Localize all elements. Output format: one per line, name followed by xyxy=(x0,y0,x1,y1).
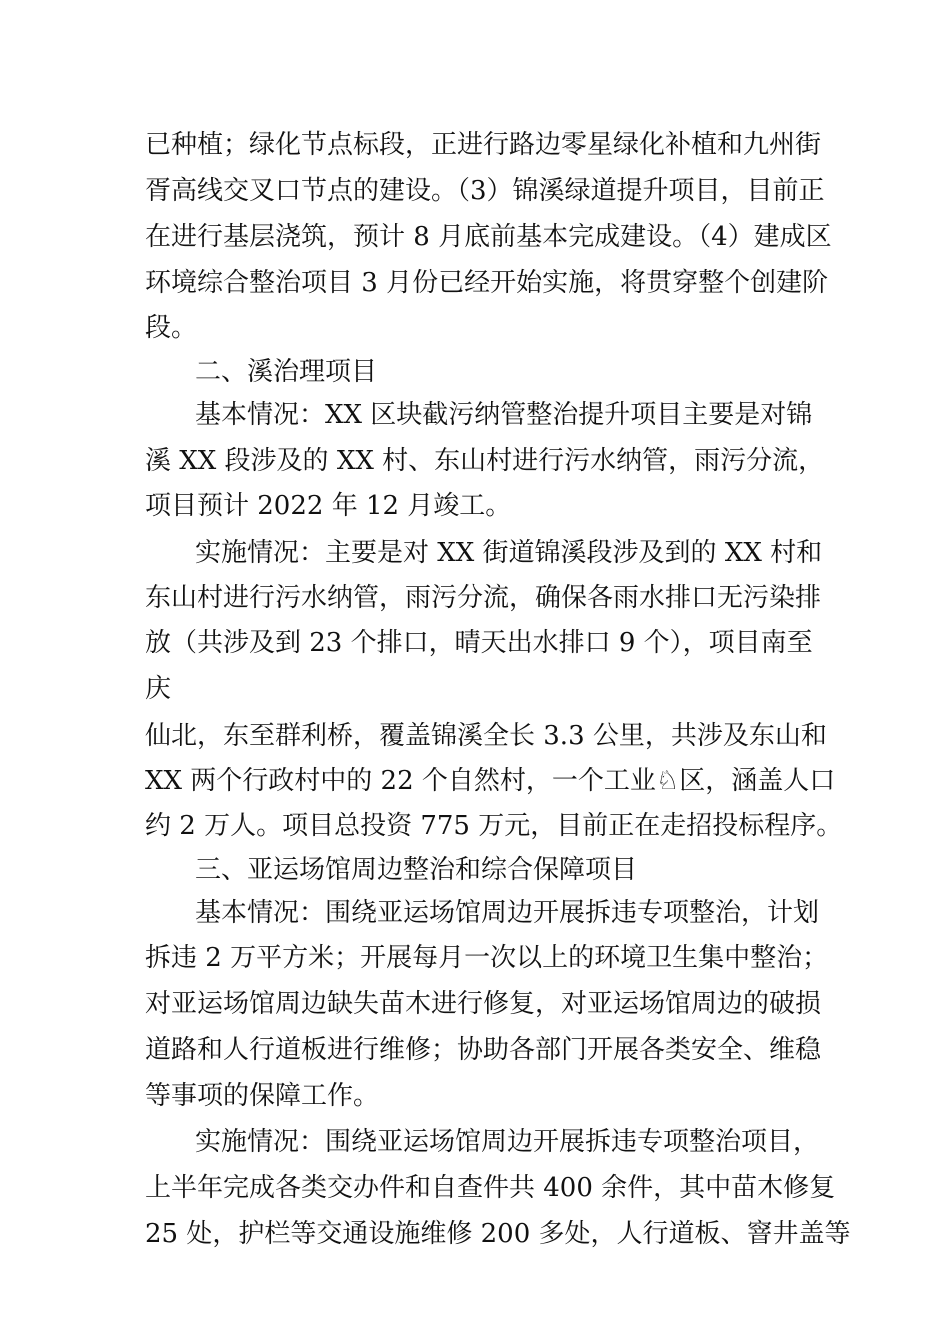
section-heading: 二、溪治理项目 xyxy=(195,357,378,387)
body-text-line: 溪 XX 段涉及的 XX 村、东山村进行污水纳管，雨污分流， xyxy=(145,446,825,476)
body-text-line: 道路和人行道板进行维修；协助各部门开展各类安全、维稳 xyxy=(145,1035,822,1065)
body-text-line: 仙北，东至群利桥，覆盖锦溪全长 3.3 公里，共涉及东山和 xyxy=(145,721,827,751)
body-text-line: 段。 xyxy=(145,313,198,343)
body-text-line: 已种植；绿化节点标段，正进行路边零星绿化补植和九州街 xyxy=(145,130,822,160)
body-text-line: XX 两个行政村中的 22 个自然村，一个工业♘区，涵盖人口 xyxy=(145,766,836,796)
body-text-line: 实施情况：围绕亚运场馆周边开展拆违专项整治项目， xyxy=(195,1127,820,1157)
body-text-line: 基本情况：围绕亚运场馆周边开展拆违专项整治，计划 xyxy=(195,898,820,928)
section-heading: 三、亚运场馆周边整治和综合保障项目 xyxy=(195,855,638,885)
body-text-line: 项目预计 2022 年 12 月竣工。 xyxy=(145,491,512,521)
body-text-line: 基本情况：XX 区块截污纳管整治提升项目主要是对锦 xyxy=(195,400,813,430)
body-text-line: 对亚运场馆周边缺失苗木进行修复，对亚运场馆周边的破损 xyxy=(145,989,822,1019)
body-text-line: 在进行基层浇筑，预计 8 月底前基本完成建设。（4）建成区 xyxy=(145,222,832,252)
body-text-line: 环境综合整治项目 3 月份已经开始实施，将贯穿整个创建阶 xyxy=(145,268,829,298)
body-text-line: 上半年完成各类交办件和自查件共 400 余件，其中苗木修复 xyxy=(145,1173,836,1203)
body-text-line: 胥高线交叉口节点的建设。（3）锦溪绿道提升项目，目前正 xyxy=(145,176,825,206)
body-text-line: 放（共涉及到 23 个排口，晴天出水排口 9 个），项目南至 xyxy=(145,628,813,658)
body-text-line: 等事项的保障工作。 xyxy=(145,1081,380,1111)
body-text-line: 实施情况：主要是对 XX 街道锦溪段涉及到的 XX 村和 xyxy=(195,538,823,568)
body-text-line: 庆 xyxy=(145,674,172,704)
body-text-line: 约 2 万人。项目总投资 775 万元，目前正在走招投标程序。 xyxy=(145,811,843,841)
body-text-line: 拆违 2 万平方米；开展每月一次以上的环境卫生集中整治； xyxy=(145,943,829,973)
body-text-line: 25 处，护栏等交通设施维修 200 多处，人行道板、窨井盖等 xyxy=(145,1219,851,1249)
body-text-line: 东山村进行污水纳管，雨污分流，确保各雨水排口无污染排 xyxy=(145,583,822,613)
